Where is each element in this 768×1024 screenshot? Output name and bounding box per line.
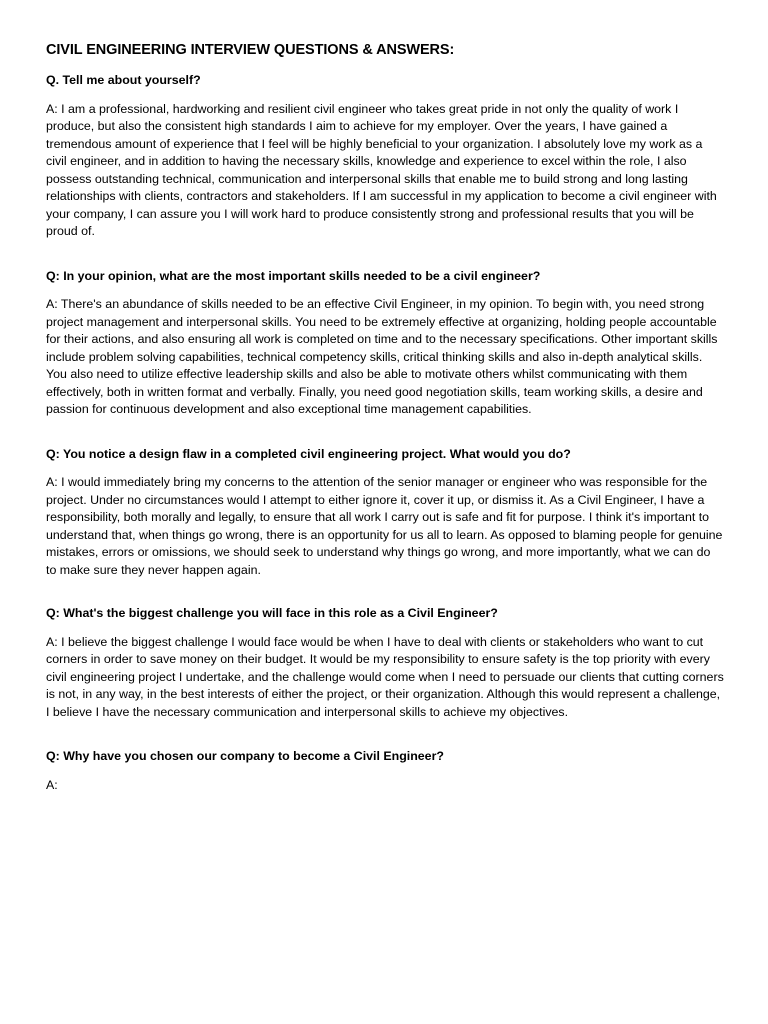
question-4: Q: What's the biggest challenge you will face in this role as a Civil Engineer? [46, 606, 498, 620]
document-title: CIVIL ENGINEERING INTERVIEW QUESTIONS & ANSWERS: [46, 42, 455, 58]
spacer [46, 721, 724, 748]
spacer [46, 579, 724, 605]
answer-2: A: There's an abundance of skills needed to be an effective Civil Engineer, in my opinion. To begin with, you need strong project management and interpersonal skills. You need to be extremely effective at organizing, holding people accountable for their actions, and also ensuring all work is completed on time and to the necessary specifications. Other important skills include problem solving capabilities, technical competency skills, critical thinking skills and also in-depth analytical skills. You also need to utilize effective leadership skills and also be able to motivate others whilst communicating with them effectively, both in written format and verbally. Finally, you need good negotiation skills, team working skills, a desire and passion for continuous development and also exceptional time management capabilities. [46, 297, 718, 416]
qa-block-1 [46, 72, 724, 241]
question-3: Q: You notice a design flaw in a completed civil engineering project. What would you do? [46, 446, 571, 461]
document-page [46, 40, 724, 794]
spacer [46, 419, 724, 446]
question-1: Q. Tell me about yourself? [46, 73, 201, 87]
qa-block-5 [46, 748, 724, 794]
answer-1: A: I am a professional, hardworking and resilient civil engineer who takes great pride in not only the quality of work I produce, but also the consistent high standards I aim to achieve for my employer. Over the years, I have gained a tremendous amount of experience that I feel will be highly beneficial to your organization. I absolutely love my work as a civil engineer, and in addition to having the necessary skills, knowledge and experience to excel within the role, I also possess outstanding technical, communication and interpersonal skills that enable me to build strong and long lasting relationships with clients, contractors and stakeholders. If I am successful in my application to become a civil engineer with your company, I can assure you I will work hard to produce consistently strong and professional results that you will be proud of. [46, 101, 717, 238]
answer-4: A: I believe the biggest challenge I would face would be when I have to deal with clients or stakeholders who want to cut corners in order to save money on their budget. It would be my responsibility to ensure safety is the top priority with every civil engineering project I undertake, and the challenge would come when I need to persuade our clients that cutting corners is not, in any way, in the best interests of either the project, or their organization. Although this would represent a challenge, I believe I have the necessary communication and interpersonal skills to achieve my objectives. [46, 634, 724, 719]
question-2: Q: In your opinion, what are the most important skills needed to be a civil engineer? [46, 268, 541, 283]
qa-block-4 [46, 605, 724, 721]
answer-5: A: [46, 777, 58, 792]
spacer [46, 241, 724, 268]
answer-3: A: I would immediately bring my concerns to the attention of the senior manager or engineer who was responsible for the project. Under no circumstances would I attempt to either ignore it, cover it up, or dismiss it. As a Civil Engineer, I have a responsibility, both morally and legally, to ensure that all work I carry out is safe and fit for purpose. I think it's important to understand that, when things go wrong, there is an opportunity for us all to learn. As opposed to blaming people for genuine mistakes, errors or omissions, we should seek to understand why things go wrong, and more importantly, what we can do to make sure they never happen again. [46, 475, 723, 577]
qa-block-2 [46, 268, 724, 419]
question-5: Q: Why have you chosen our company to become a Civil Engineer? [46, 749, 444, 763]
qa-block-3 [46, 446, 724, 580]
